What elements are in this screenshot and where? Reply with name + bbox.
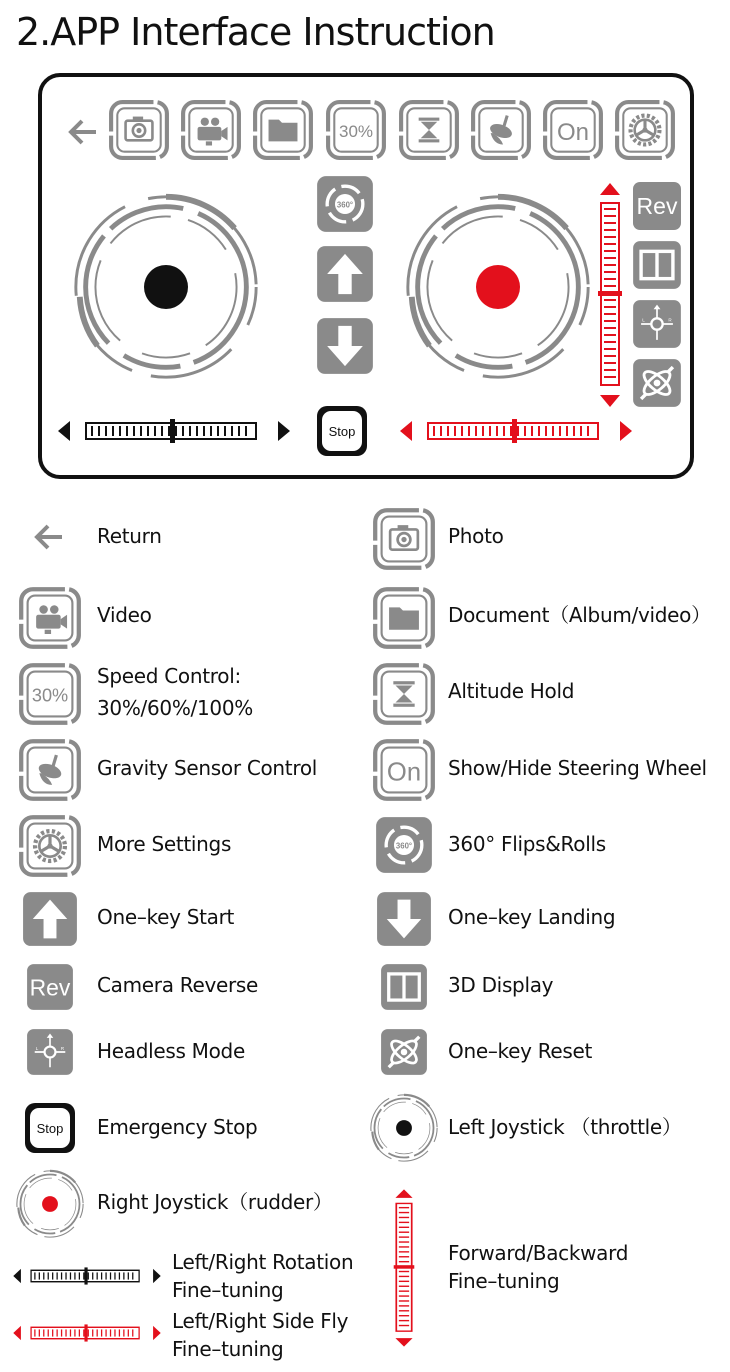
gravity-sensor-icon bbox=[18, 738, 82, 802]
arrow-down-icon[interactable] bbox=[316, 317, 374, 375]
legend-label-side-fly-line2: Fine–tuning bbox=[172, 1337, 284, 1361]
legend-label-right-joystick: Right Joystick（rudder） bbox=[97, 1190, 333, 1214]
legend-label-video: Video bbox=[97, 603, 152, 627]
camera-icon[interactable] bbox=[108, 99, 170, 161]
return-arrow-icon[interactable] bbox=[66, 115, 100, 149]
folder-icon[interactable] bbox=[252, 99, 314, 161]
side-fly-slider[interactable] bbox=[398, 417, 634, 445]
altitude-hold-icon[interactable] bbox=[398, 99, 460, 161]
legend-label-speed-line1: Speed Control: bbox=[97, 664, 241, 688]
3d-display-icon[interactable] bbox=[632, 240, 682, 290]
legend-label-camera-reverse: Camera Reverse bbox=[97, 973, 259, 997]
on-text: On bbox=[556, 119, 590, 146]
arrow-up-icon[interactable] bbox=[316, 245, 374, 303]
legend-label-rotation-line2: Fine–tuning bbox=[172, 1278, 284, 1302]
right-joystick-knob bbox=[476, 265, 520, 309]
rev-text: Rev bbox=[636, 193, 678, 219]
legend-label-one-key-reset: One–key Reset bbox=[448, 1039, 593, 1063]
reset-icon[interactable] bbox=[632, 358, 682, 408]
settings-gear-icon[interactable] bbox=[614, 99, 676, 161]
right-joystick[interactable] bbox=[400, 189, 596, 385]
return-arrow-icon bbox=[30, 520, 68, 554]
legend-label-altitude-hold: Altitude Hold bbox=[448, 679, 575, 703]
on-icon bbox=[372, 738, 436, 802]
stop-icon[interactable] bbox=[316, 405, 368, 457]
video-camera-icon[interactable] bbox=[180, 99, 242, 161]
camera-icon bbox=[372, 507, 436, 571]
reset-icon bbox=[380, 1028, 428, 1076]
legend-label-emergency-stop: Emergency Stop bbox=[97, 1115, 258, 1139]
stop-text: Stop bbox=[328, 424, 356, 439]
forward-backward-slider[interactable] bbox=[596, 181, 624, 409]
legend-label-one-key-landing: One–key Landing bbox=[448, 905, 616, 929]
stop-icon bbox=[24, 1102, 76, 1154]
legend-label-show-hide: Show/Hide Steering Wheel bbox=[448, 756, 707, 780]
legend-label-return: Return bbox=[97, 524, 162, 548]
rev-icon bbox=[26, 963, 74, 1011]
legend-label-document: Document（Album/video） bbox=[448, 603, 711, 627]
legend-label-left-joystick: Left Joystick （throttle） bbox=[448, 1115, 682, 1139]
legend-label-more-settings: More Settings bbox=[97, 832, 232, 856]
video-camera-icon bbox=[18, 586, 82, 650]
stop-legend-text: Stop bbox=[36, 1121, 64, 1136]
side-fly-slider-icon bbox=[12, 1323, 162, 1343]
legend-label-one-key-start: One–key Start bbox=[97, 905, 235, 929]
legend-label-gravity: Gravity Sensor Control bbox=[97, 756, 318, 780]
3d-display-icon bbox=[380, 963, 428, 1011]
speed-icon bbox=[18, 662, 82, 726]
folder-icon bbox=[372, 586, 436, 650]
rev-icon[interactable] bbox=[632, 181, 682, 231]
headless-mode-icon bbox=[26, 1028, 74, 1076]
forward-backward-slider-icon bbox=[392, 1188, 416, 1348]
legend-label-rotation-line1: Left/Right Rotation bbox=[172, 1250, 354, 1274]
app-screen-mockup bbox=[38, 73, 694, 479]
altitude-hold-icon bbox=[372, 662, 436, 726]
flip-360-icon bbox=[375, 816, 433, 874]
headless-mode-icon[interactable] bbox=[632, 299, 682, 349]
speed-text: 30% bbox=[338, 122, 374, 141]
legend-label-flips: 360° Flips&Rolls bbox=[448, 832, 606, 856]
rotation-slider[interactable] bbox=[56, 417, 292, 445]
left-joystick-knob bbox=[144, 265, 188, 309]
legend-label-forward-backward-line2: Fine–tuning bbox=[448, 1269, 560, 1293]
flip-360-icon[interactable] bbox=[316, 175, 374, 233]
gravity-sensor-icon[interactable] bbox=[470, 99, 532, 161]
legend-label-side-fly-line1: Left/Right Side Fly bbox=[172, 1309, 349, 1333]
arrow-down-icon bbox=[376, 891, 432, 947]
on-icon[interactable] bbox=[542, 99, 604, 161]
left-joystick[interactable] bbox=[68, 189, 264, 385]
legend-label-speed-line2: 30%/60%/100% bbox=[97, 696, 253, 720]
legend-label-photo: Photo bbox=[448, 524, 504, 548]
settings-gear-icon bbox=[18, 814, 82, 878]
legend-label-forward-backward-line1: Forward/Backward bbox=[448, 1241, 629, 1265]
left-joystick-icon bbox=[368, 1092, 440, 1164]
legend-label-3d-display: 3D Display bbox=[448, 973, 554, 997]
right-joystick-icon bbox=[14, 1168, 86, 1240]
speed-icon[interactable] bbox=[325, 99, 387, 161]
arrow-up-icon bbox=[22, 891, 78, 947]
legend-label-headless: Headless Mode bbox=[97, 1039, 245, 1063]
rotation-slider-icon bbox=[12, 1266, 162, 1286]
page-title: 2.APP Interface Instruction bbox=[16, 10, 495, 54]
